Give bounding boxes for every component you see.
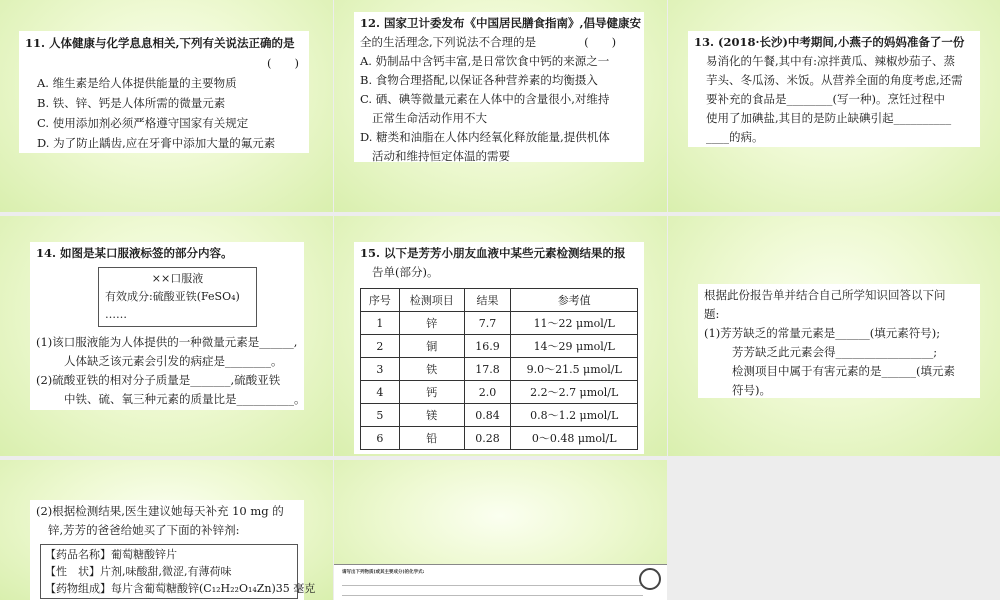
q12-option-d: D. 糖类和油脂在人体内经氧化释放能量,提供机体 <box>360 130 610 144</box>
q13-line4: 要补充的食品是________(写一种)。烹饪过程中 <box>706 92 945 106</box>
cell-reference: 0～0.48 μmol/L <box>511 427 638 450</box>
q13-card <box>688 31 980 147</box>
cell-index: 2 <box>361 335 400 358</box>
q11-option-d: D. 为了防止龋齿,应在牙膏中添加大量的氟元素 <box>37 136 276 150</box>
q11-option-a: A. 维生素是给人体提供能量的主要物质 <box>37 76 237 90</box>
cell-item: 铅 <box>399 427 464 450</box>
q15-stem-line2: 告单(部分)。 <box>372 265 439 279</box>
slide-q15-questions <box>668 216 1000 456</box>
q12-option-c: C. 硒、碘等微量元素在人体中的含量很小,对维持 <box>360 92 610 106</box>
table-row <box>361 312 638 335</box>
report-table <box>360 288 638 450</box>
q13-line6: ____的病。 <box>706 130 764 144</box>
q12-option-c-cont: 正常生命活动作用不大 <box>372 111 487 125</box>
q13-line3: 芋头、冬瓜汤、米饭。从营养全面的角度考虑,还需 <box>706 73 963 87</box>
stamp-icon <box>639 568 661 590</box>
q15-part2-line1: (2)根据检测结果,医生建议她每天补充 10 mg 的 <box>36 504 284 518</box>
header-index: 序号 <box>361 289 400 312</box>
q15-cont-line5: 检测项目中属于有害元素的是______(填元素 <box>732 364 955 378</box>
product-label <box>98 267 257 327</box>
cell-item: 镁 <box>399 404 464 427</box>
zinc-drug-name: 【药品名称】葡萄糖酸锌片 <box>45 548 177 561</box>
cell-result: 0.28 <box>464 427 511 450</box>
slide-q11 <box>0 0 333 212</box>
cell-result: 17.8 <box>464 358 511 381</box>
q14-part1: (1)该口服液能为人体提供的一种微量元素是______, <box>36 335 298 349</box>
cell-result: 0.84 <box>464 404 511 427</box>
label-ingredient: 有效成分:硫酸亚铁(FeSO₄) <box>105 290 240 303</box>
q14-part2: (2)硫酸亚铁的相对分子质量是_______,硫酸亚铁 <box>36 373 281 387</box>
cell-item: 铁 <box>399 358 464 381</box>
q13-line5: 使用了加碘盐,其目的是防止缺碘引起__________ <box>706 111 952 125</box>
q12-option-d-cont: 活动和维持恒定体温的需要 <box>372 149 510 163</box>
q11-stem: 11. 人体健康与化学息息相关,下列有关说法正确的是 <box>25 36 295 50</box>
cell-index: 5 <box>361 404 400 427</box>
table-row <box>361 381 638 404</box>
q11-option-b: B. 铁、锌、钙是人体所需的微量元素 <box>37 96 226 110</box>
cell-item: 锌 <box>399 312 464 335</box>
q14-card <box>30 242 304 410</box>
q11-paren: ( ) <box>267 56 299 70</box>
q15-cont-card <box>698 284 980 398</box>
q15-cont-line3: (1)芳芳缺乏的常量元素是______(填元素符号); <box>704 326 941 340</box>
cell-item: 铜 <box>399 335 464 358</box>
cell-reference: 14～29 μmol/L <box>511 335 638 358</box>
q11-option-c: C. 使用添加剂必须严格遵守国家有关规定 <box>37 116 249 130</box>
zinc-composition: 【药物组成】每片含葡萄糖酸锌(C₁₂H₂₂O₁₄Zn)35 毫克 <box>45 582 316 595</box>
mini-worksheet-title: 请写出下列物质(或其主要成分)的化学式: <box>342 570 425 575</box>
table-row <box>361 335 638 358</box>
q15-cont-line1: 根据此份报告单并结合自己所学知识回答以下问 <box>704 288 946 302</box>
table-row <box>361 358 638 381</box>
q12-card <box>354 12 644 162</box>
cell-reference: 2.2～2.7 μmol/L <box>511 381 638 404</box>
cell-reference: 0.8～1.2 μmol/L <box>511 404 638 427</box>
cell-index: 1 <box>361 312 400 335</box>
cell-reference: 9.0～21.5 μmol/L <box>511 358 638 381</box>
slide-q12 <box>334 0 667 212</box>
q14-part2-cont: 中铁、硫、氧三种元素的质量比是__________。 <box>64 392 306 406</box>
cell-index: 6 <box>361 427 400 450</box>
table-header-row <box>361 289 638 312</box>
zinc-supplement-label <box>40 544 316 599</box>
q13-line2: 易消化的午餐,其中有:凉拌黄瓜、辣椒炒茄子、蒸 <box>706 54 956 68</box>
q13-line1: 13. (2018·长沙)中考期间,小燕子的妈妈准备了一份 <box>694 35 965 49</box>
label-ellipsis: …… <box>105 308 127 321</box>
q12-paren: ( ) <box>584 35 617 49</box>
cell-index: 4 <box>361 381 400 404</box>
q15-part2-line2: 锌,芳芳的爸爸给她买了下面的补锌剂: <box>48 523 240 537</box>
slide-q15-part2 <box>0 460 333 600</box>
table-row <box>361 404 638 427</box>
zinc-properties: 【性 状】片剂,味酸甜,微涩,有薄荷味 <box>45 565 232 578</box>
q12-stem-line2: 全的生活理念,下列说法不合理的是 ( ) <box>360 35 617 49</box>
mini-line <box>342 585 643 586</box>
mini-line <box>342 595 643 596</box>
q15-cont-line2: 题: <box>704 307 720 321</box>
q15-card <box>354 242 644 454</box>
cell-result: 7.7 <box>464 312 511 335</box>
cell-item: 钙 <box>399 381 464 404</box>
slide-q15-table <box>334 216 667 456</box>
q14-part1-cont: 人体缺乏该元素会引发的病症是________。 <box>64 354 283 368</box>
header-reference: 参考值 <box>511 289 638 312</box>
slide-q14 <box>0 216 333 456</box>
q12-stem-line1: 12. 国家卫计委发布《中国居民膳食指南》,倡导健康安 <box>360 16 642 30</box>
slide-q13 <box>668 0 1000 212</box>
cell-reference: 11～22 μmol/L <box>511 312 638 335</box>
cell-result: 16.9 <box>464 335 511 358</box>
table-row <box>361 427 638 450</box>
slide-worksheet-preview <box>334 460 667 600</box>
q15-cont-line4: 芳芳缺乏此元素会得_________________; <box>732 345 938 359</box>
q14-stem: 14. 如图是某口服液标签的部分内容。 <box>36 246 233 260</box>
mini-worksheet <box>334 564 667 600</box>
cell-result: 2.0 <box>464 381 511 404</box>
q15-stem-line1: 15. 以下是芳芳小朋友血液中某些元素检测结果的报 <box>360 246 626 260</box>
empty-slot <box>668 460 1000 600</box>
q15-cont-line6: 符号)。 <box>732 383 771 397</box>
q11-card <box>19 31 309 153</box>
header-item: 检测项目 <box>399 289 464 312</box>
q15-part2-card <box>30 500 316 600</box>
label-product-name: ××口服液 <box>151 272 204 285</box>
q12-option-b: B. 食物合理搭配,以保证各种营养素的均衡摄入 <box>360 73 598 87</box>
cell-index: 3 <box>361 358 400 381</box>
header-result: 结果 <box>464 289 511 312</box>
q12-option-a: A. 奶制品中含钙丰富,是日常饮食中钙的来源之一 <box>360 54 610 68</box>
